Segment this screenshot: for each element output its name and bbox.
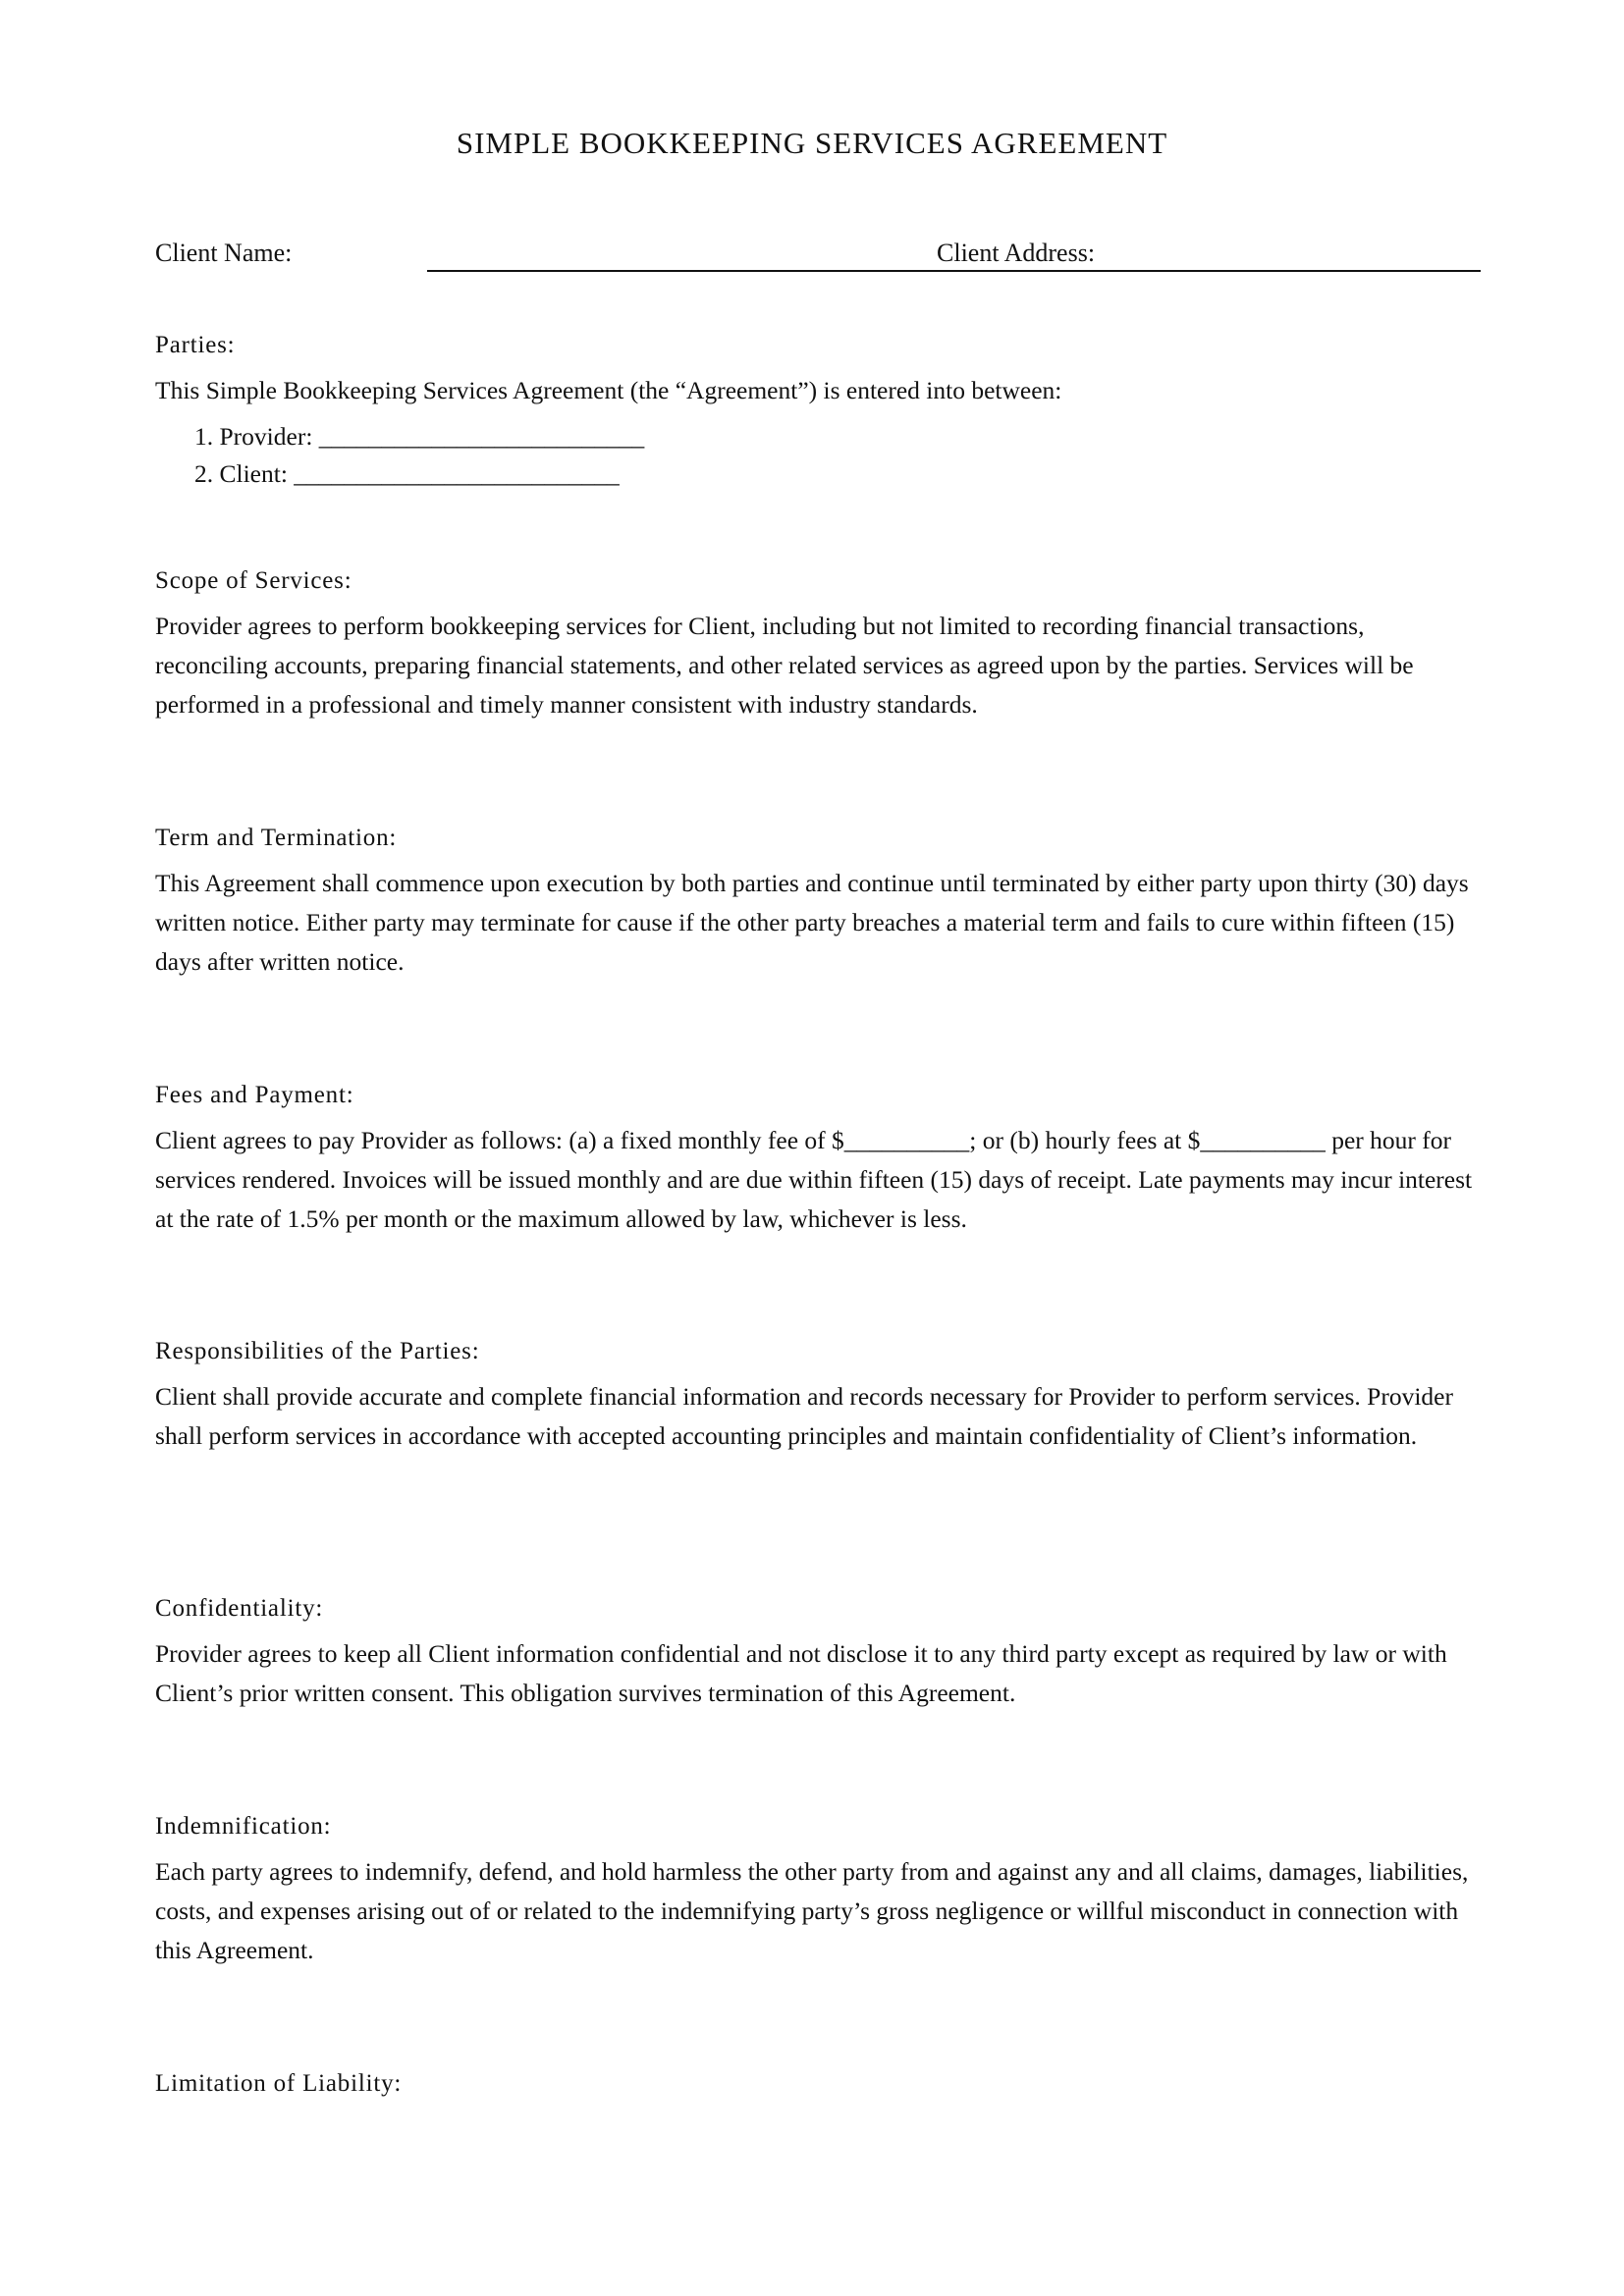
client-address-label: Client Address: bbox=[937, 239, 1096, 267]
section-body: Provider agrees to perform bookkeeping services for Client, including but not limited to recording financial transactions, reconciling accounts, preparing financial statements, and other related services as agreed upon by the parties. Services will be performed in a professional and timely manner consistent with industry standards. bbox=[155, 612, 1414, 719]
section-heading: Limitation of Liability: bbox=[155, 2070, 403, 2097]
section-term bbox=[155, 821, 1483, 982]
section-responsibilities bbox=[155, 1334, 1483, 1456]
document-title: SIMPLE BOOKKEEPING SERVICES AGREEMENT bbox=[456, 126, 1168, 160]
section-heading: Indemnification: bbox=[155, 1813, 332, 1840]
client-name-label: Client Name: bbox=[155, 239, 293, 267]
section-body: Client shall provide accurate and complete financial information and records necessary for Provider to perform services. Provider shall perform services in accordance with accepted accounting principles and maintain confidentiality of Client’s information. bbox=[155, 1382, 1453, 1450]
party-provider: 1. Provider: __________________________ bbox=[194, 422, 645, 451]
section-body: Each party agrees to indemnify, defend, and hold harmless the other party from and against any and all claims, damages, liabilities, costs, and expenses arising out of or related to the indemnifying party’s gross negligence or willful misconduct in connection with this Agreement. bbox=[155, 1857, 1469, 1964]
section-body: This Agreement shall commence upon execution by both parties and continue until terminated by either party upon thirty (30) days written notice. Either party may terminate for cause if the other party breaches a material term and fails to cure within fifteen (15) days after written notice. bbox=[155, 869, 1469, 976]
section-body: Client agrees to pay Provider as follows: (a) a fixed monthly fee of $__________; or (b) hourly fees at $__________ per hour for services rendered. Invoices will be issued monthly and are due within fifteen (15) days of receipt. Late payments may incur interest at the rate of 1.5% per month or the maximum allowed by law, whichever is less. bbox=[155, 1126, 1473, 1233]
section-limitation bbox=[155, 2066, 1483, 2109]
party-client: 2. Client: __________________________ bbox=[194, 459, 620, 488]
client-info-row bbox=[155, 236, 1481, 275]
section-body: Provider agrees to keep all Client information confidential and not disclose it to any third party except as required by law or with Client’s prior written consent. This obligation survives termination of this Agreement. bbox=[155, 1639, 1447, 1707]
section-heading: Parties: bbox=[155, 332, 236, 358]
party-list bbox=[155, 418, 1483, 493]
section-heading: Fees and Payment: bbox=[155, 1082, 354, 1108]
section-confidentiality bbox=[155, 1591, 1483, 1713]
section-heading: Confidentiality: bbox=[155, 1595, 324, 1622]
section-fees bbox=[155, 1078, 1483, 1239]
section-heading: Scope of Services: bbox=[155, 567, 352, 594]
section-heading: Responsibilities of the Parties: bbox=[155, 1338, 480, 1364]
section-body: This Simple Bookkeeping Services Agreement (the “Agreement”) is entered into between: bbox=[155, 376, 1062, 404]
section-scope bbox=[155, 563, 1483, 724]
section-parties bbox=[155, 328, 1483, 493]
section-heading: Term and Termination: bbox=[155, 825, 398, 851]
section-indemnification bbox=[155, 1809, 1483, 1970]
